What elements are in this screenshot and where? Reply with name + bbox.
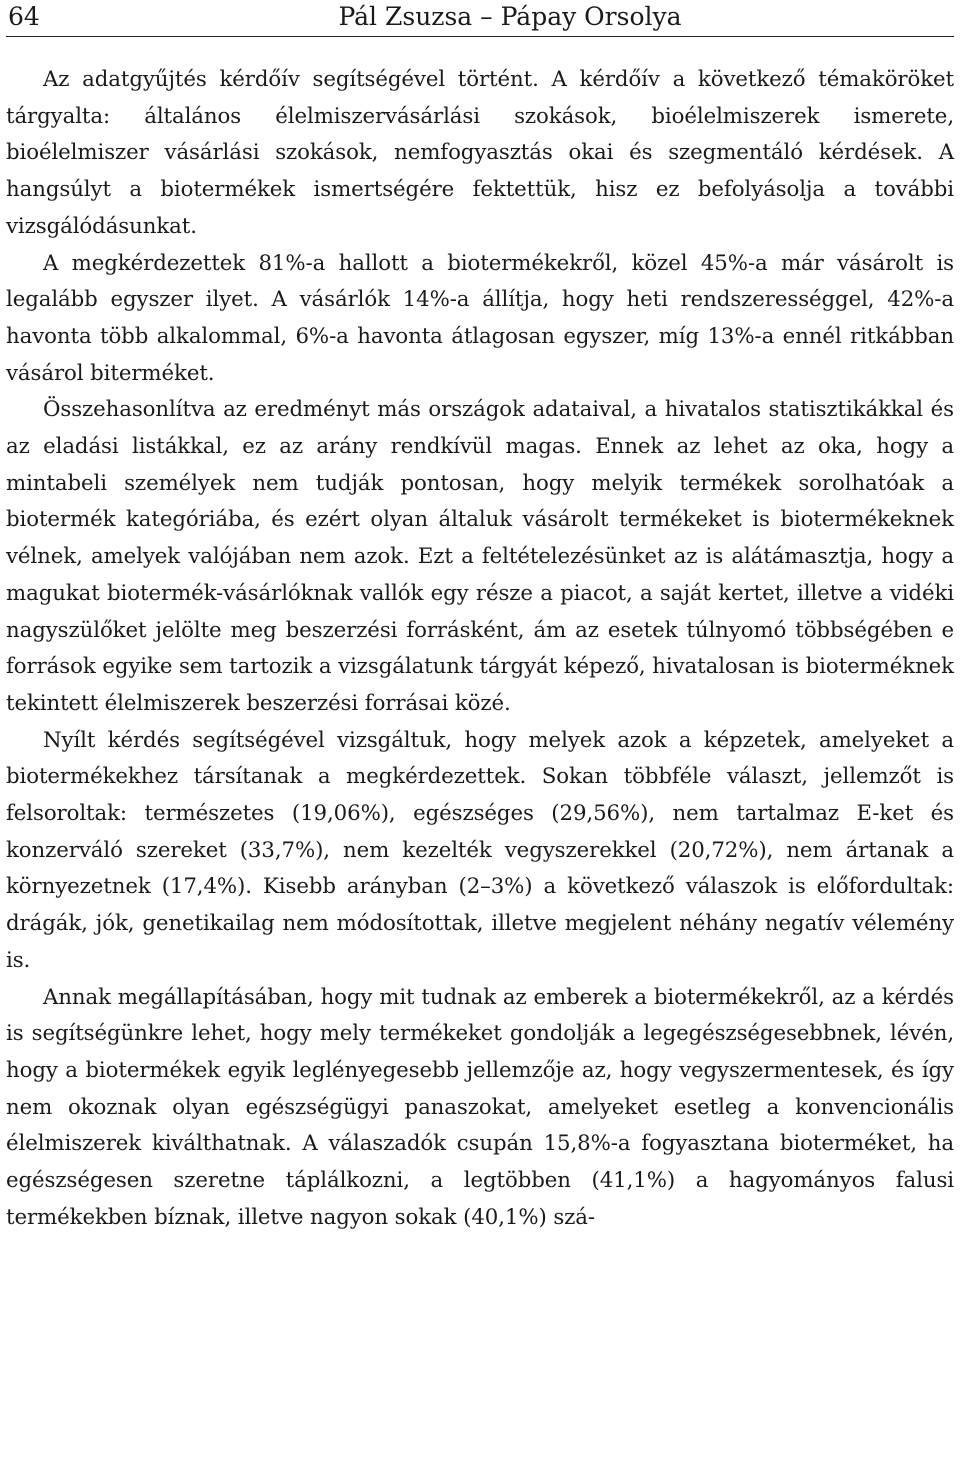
paragraph-healthiest-products: Annak megállapításában, hogy mit tudnak az emberek a biotermékekről, az a kérdés is segítségünkre lehet, hogy mely termékeket gondolják a legegészségesebbnek, lévén, hogy a biotermékek egyik leglényegesebb jellemzője az, hogy vegyszermentesek, és így nem okoznak olyan egészségügyi panaszokat, amelyeket esetleg a konvencionális élelmiszerek kiválthatnak. A válaszadók csupán 15,8%-a fogyasztana bioterméket, ha egészségesen szeretne táplálkozni, a legtöbben (41,1%) a hagyományos falusi termékekben bíznak, illetve nagyon sokak (40,1%) szá-	[6, 984, 954, 1230]
paragraph-comparison: Összehasonlítva az eredményt más országok adataival, a hivatalos statisztikákkal és az eladási listákkal, ez az arány rendkívül magas. Ennek az lehet az oka, hogy a mintabeli személyek nem tudják pontosan, hogy melyik termékek sorolhatóak a biotermék kategóriába, és ezért olyan általuk vásárolt termékeket is biotermékeknek vélnek, amelyek valójában nem azok. Ezt a feltételezésünket az is alátámasztja, hogy a magukat biotermék-vásárlóknak vallók egy része a piacot, a saját kertet, illetve a vidéki nagyszülőket jelölte meg beszerzési forrásként, ám az esetek túlnyomó többségében e források egyike sem tartozik a vizsgálatunk tárgyát képező, hivatalosan is bioterméknek tekintett élelmiszerek beszerzési forrásai közé.	[6, 397, 954, 716]
paragraph-open-question: Nyílt kérdés segítségével vizsgáltuk, hogy melyek azok a képzetek, amelyeket a biotermékekhez társítanak a megkérdezettek. Sokan többféle választ, jellemzőt is felsoroltak: természetes (19,06%), egészséges (29,56%), nem tartalmaz E-ket és konzerváló szereket (33,7%), nem kezelték vegyszerekkel (20,72%), nem ártanak a környezetnek (17,4%). Kisebb arányban (2–3%) a következő válaszok is előfordultak: drágák, jók, genetikailag nem módosítottak, illetve megjelent néhány negatív vélemény is.	[6, 727, 954, 973]
running-header	[6, 0, 954, 37]
running-title: Pál Zsuzsa – Pápay Orsolya	[338, 2, 682, 31]
paragraph-awareness-stats: A megkérdezettek 81%-a hallott a biotermékekről, közel 45%-a már vásárolt is legalább egyszer ilyet. A vásárlók 14%-a állítja, hogy heti rendszerességgel, 42%-a havonta több alkalommal, 6%-a havonta átlagosan egyszer, míg 13%-a ennél ritkábban vásárol biterméket.	[6, 250, 954, 386]
body-text	[6, 62, 954, 1237]
paragraph-data-collection: Az adatgyűjtés kérdőív segítségével történt. A kérdőív a következő témaköröket tárgyalta: általános élelmiszervásárlási szokások, bioélelmiszerek ismerete, bioélelmiszer vásárlási szokások, nemfogyasztás okai és szegmentáló kérdések. A hangsúlyt a biotermékek ismertségére fektettük, hisz ez befolyásolja a további vizsgálódásunkat.	[6, 67, 954, 239]
page-number: 64	[8, 2, 40, 31]
